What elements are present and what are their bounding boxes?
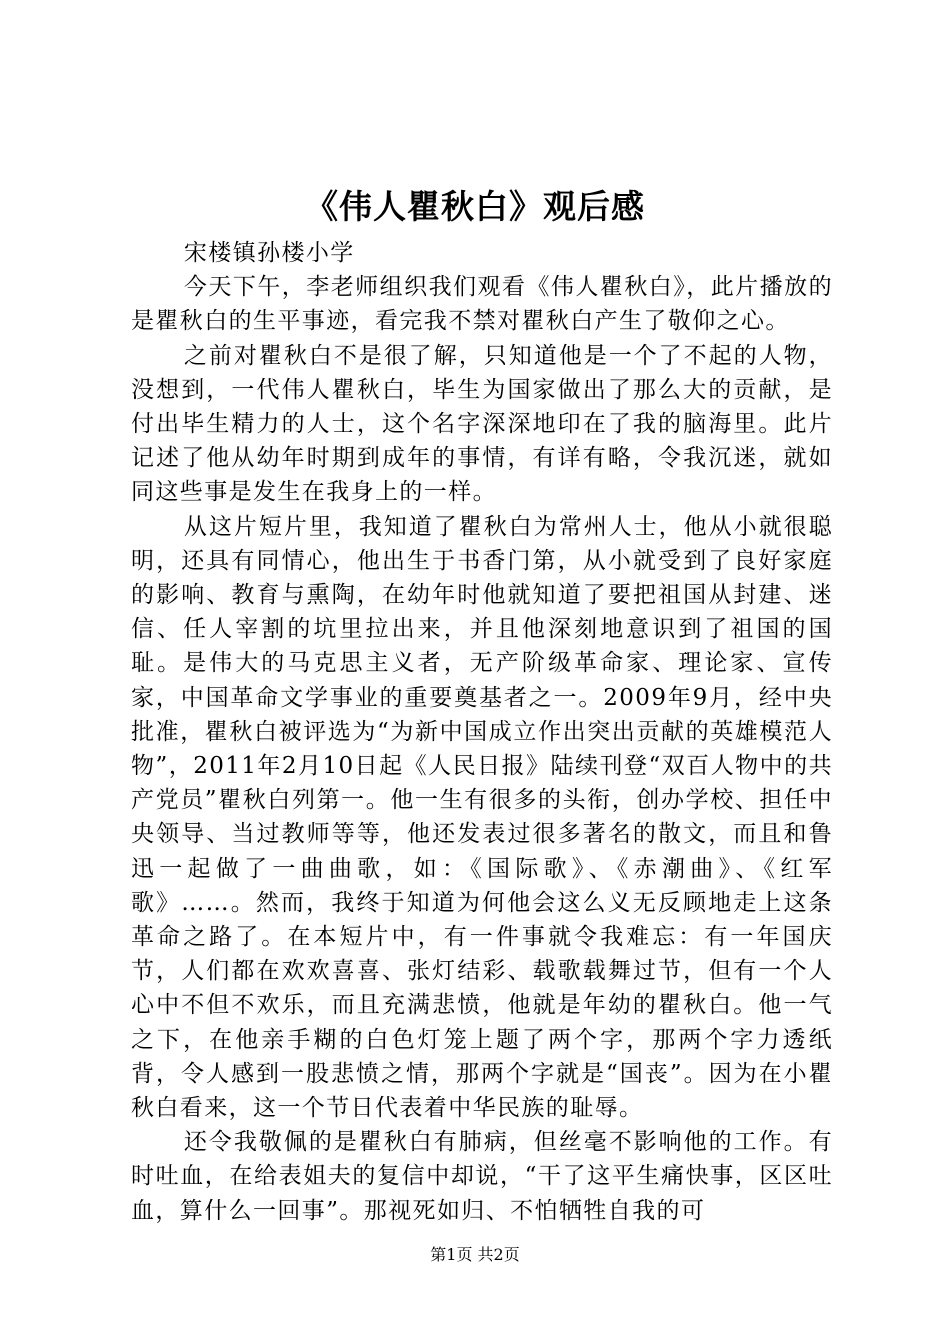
document-title: 《伟人瞿秋白》观后感 (305, 187, 645, 226)
author-line: 宋楼镇孙楼小学 (183, 240, 355, 266)
page-footer: 第1页 共2页 (430, 1245, 520, 1264)
paragraph-3: 从这片短片里，我知道了瞿秋白为常州人士，他从小就很聪明，还具有同情心，他出生于书香门第，从小就受到了良好家庭的影响、教育与熏陶，在幼年时他就知道了要把祖国从封建、迷信、任人宰割的坑里拉出来，并且他深刻地意识到了祖国的国耻。是伟大的马克思主义者，无产阶级革命家、理论家、宣传家，中国革命文学事业的重要奠基者之一。2009年9月，经中央批准，瞿秋白被评选为“为新中国成立作出突出贡献的英雄模范人物”，2011年2月10日起《人民日报》陆续刊登“双百人物中的共产党员”瞿秋白列第一。他一生有很多的头衔，创办学校、担任中央领导、当过教师等等，他还发表过很多著名的散文，而且和鲁迅一起做了一曲曲歌，如：《国际歌》、《赤潮曲》、《红军歌》……。然而，我终于知道为何他会这么义无反顾地走上这条革命之路了。在本短片中，有一件事就令我难忘：有一年国庆节，人们都在欢欢喜喜、张灯结彩、载歌载舞过节，但有一个人心中不但不欢乐，而且充满悲愤，他就是年幼的瞿秋白。他一气之下，在他亲手糊的白色灯笼上题了两个字，那两个字力透纸背，令人感到一股悲愤之情，那两个字就是“国丧”。因为在小瞿秋白看来，这一个节日代表着中华民族的耻辱。 (131, 513, 833, 1122)
document-body (131, 236, 833, 1228)
paragraph-1: 今天下午，李老师组织我们观看《伟人瞿秋白》，此片播放的是瞿秋白的生平事迹，看完我不禁对瞿秋白产生了敬仰之心。 (131, 274, 833, 335)
paragraph-4: 还令我敬佩的是瞿秋白有肺病，但丝毫不影响他的工作。有时吐血，在给表姐夫的复信中却说，“干了这平生痛快事，区区吐血，算什么一回事”。那视死如归、不怕牺牲自我的可 (131, 1129, 833, 1224)
paragraph-2: 之前对瞿秋白不是很了解，只知道他是一个了不起的人物，没想到，一代伟人瞿秋白，毕生为国家做出了那么大的贡献，是付出毕生精力的人士，这个名字深深地印在了我的脑海里。此片记述了他从幼年时期到成年的事情，有详有略，令我沉迷，就如同这些事是发生在我身上的一样。 (131, 342, 833, 506)
